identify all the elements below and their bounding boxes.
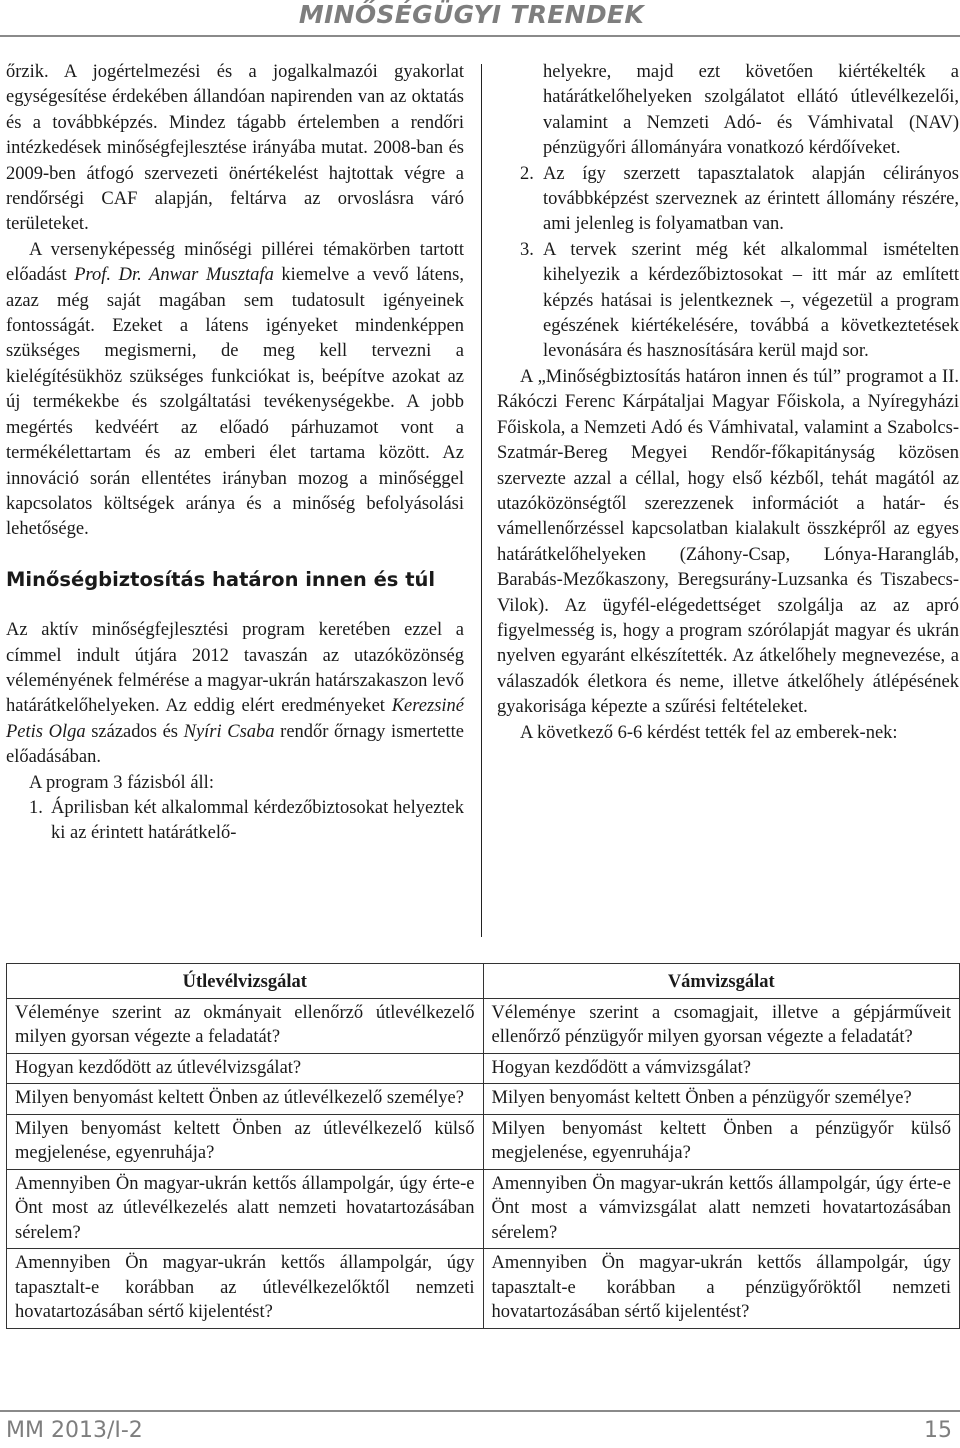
running-header: MINŐSÉGÜGYI TRENDEK <box>298 0 644 29</box>
footer-rule <box>0 1410 960 1412</box>
table-header-row <box>7 964 960 999</box>
paragraph: A következő 6-6 kérdést tették fel az emberek-nek: <box>520 722 898 743</box>
text-run: A versenyképesség minőségi pillérei témakörben tartott előadást <box>6 239 464 286</box>
right-column <box>497 60 959 746</box>
list-text: Az így szerzett tapasztalatok alapján célirányos továbbképzést szerveznek az érintett állomány részére, ami jelenleg is folyamatban van. <box>543 163 959 235</box>
text-run: Az aktív minőségfejlesztési program keretében ezzel a címmel indult útjára 2012 tavaszán az utazóközönség véleményének felmérése a magyar-ukrán határszakaszon levő határátkelőhelyeken. Az eddig elért eredményeket <box>6 620 464 717</box>
table-cell: Véleménye szerint a csomagjait, illetve a gépjárműveit ellenőrző pénzügyőr milyen gyorsan végezte a feladatát? <box>483 998 960 1053</box>
table-cell: Milyen benyomást keltett Önben a pénzügyőr személye? <box>483 1084 960 1115</box>
list-number: 2. <box>520 163 534 184</box>
section-heading: Minőségbiztosítás határon innen és túl <box>6 567 436 591</box>
table-row <box>7 1053 960 1084</box>
text-run: kiemelve a vevő látens, azaz még saját magában sem tudatosult igényeinek fontosságát. Ezeket a látens igényeket mindenképpen szükséges megismerni, de meg kell tervezni a kielégítésükhöz szükséges funkciókat is, beépítve azokat az új termékekbe és szolgáltatási tevékenységekbe. A jobb megértés kedvéért az előadó párhuzamot vont a termékélettartam és az emberi élet tartama között. Az innováció során ellentétes irányban mozog a minőséggel kapcsolatos költségek aránya és a minőség befolyásolási lehetősége. <box>6 265 464 540</box>
column-divider <box>481 64 482 937</box>
page-number: 15 <box>924 1418 952 1443</box>
table-cell: Amennyiben Ön magyar-ukrán kettős állampolgár, úgy érte-e Önt most az útlevélkezelés alatt nemzeti hovatartozásában sérelem? <box>7 1169 484 1249</box>
journal-issue: MM 2013/I-2 <box>6 1418 143 1443</box>
paragraph: őrzik. A jogértelmezési és a jogalkalmazói gyakorlat egységesítése érdekében állandóan napirenden van az oktatás és a továbbképzés. Mindez tágabb értelemben a rendőri intézkedések minőségfejlesztése irányába mutat. 2008-ban és 2009-ben átfogó szervezeti önértékelést hajtottak végre a rendőrségi CAF alapján, feltárva az orvoslásra váró területeket. <box>6 62 464 235</box>
paragraph: A „Minőségbiztosítás határon innen és túl” programot a II. Rákóczi Ferenc Kárpátaljai Magyar Főiskola, a Nyíregyházi Főiskola, a Nemzeti Adó és Vámhivatal, valamint a Szabolcs-Szatmár-Bereg Megyei Rendőr-főkapitányság közösen szervezte azzal a céllal, hogy első kézből, tehát magától az utazóközönségtől szerezzenek információt a határ- és vámellenőrzéssel kapcsolatban kialakult összképről az egyes határátkelőhelyeken (Záhony-Csap, Lónya-Harangláb, Barabás-Mezőkaszony, Beregsurány-Luzsanka és Tiszabecs-Vilok). Az ügyfél-elégedettséget szolgálja az az apró figyelmesség is, hogy a program szórólapját magyar és ukrán nyelven egyaránt elkészítették. Az átkelőhely megnevezése, a válaszadók életkora és neme, illetve átkelőhely átlépésének gyakorisága képezte a szűrési feltételeket. <box>497 366 959 718</box>
table-cell: Milyen benyomást keltett Önben a pénzügyőr külső megjelenése, egyenruhája? <box>483 1114 960 1169</box>
person-name: Prof. Dr. Anwar Musztafa <box>74 265 274 286</box>
table-row <box>7 998 960 1053</box>
text-run: százados és <box>85 721 184 742</box>
left-column <box>6 60 464 847</box>
header-rule <box>0 35 960 37</box>
questions-table <box>6 963 960 1329</box>
table-cell: Hogyan kezdődött az útlevélvizsgálat? <box>7 1053 484 1084</box>
table-cell: Milyen benyomást keltett Önben az útlevélkezelő külső megjelenése, egyenruhája? <box>7 1114 484 1169</box>
list-number: 1. <box>29 797 43 818</box>
column-header-customs: Vámvizsgálat <box>483 964 960 999</box>
person-name: Kerezsiné Petis Olga <box>6 696 464 742</box>
table-row <box>7 1084 960 1115</box>
list-number-spacer <box>520 60 543 162</box>
paragraph: A program 3 fázisból áll: <box>29 772 214 793</box>
text-run: rendőr őrnagy ismertette előadásában. <box>6 721 464 768</box>
list-item <box>520 162 959 238</box>
paragraph <box>6 618 464 770</box>
column-header-passport: Útlevélvizsgálat <box>7 964 484 999</box>
table-cell: Véleménye szerint az okmányait ellenőrző útlevélkezelő milyen gyorsan végezte a feladatát? <box>7 998 484 1053</box>
table-row <box>7 1114 960 1169</box>
list-text: A tervek szerint még két alkalommal ismételten kihelyezik a kérdezőbiztosokat – itt már az említett képzés hatásai is jelentkeznek –, végezetül a program egészének kiértékelésére, továbbá a következtetések levonására és hasznosítására kerül majd sor. <box>543 239 959 362</box>
list-number: 3. <box>520 239 534 260</box>
table-cell: Amennyiben Ön magyar-ukrán kettős állampolgár, úgy tapasztalt-e korábban a pénzügyőröktől nemzeti hovatartozásában sértő kijelentést? <box>483 1249 960 1329</box>
list-item-continued <box>520 60 959 162</box>
list-text: helyekre, majd ezt követően kiértékelték a határátkelőhelyeken szolgálatot ellátó útlevélkezelői, valamint a Nemzeti Adó- és Vámhivatal (NAV) pénzügyőri állományára vonatkozó kérdőíveket. <box>543 62 959 159</box>
table-cell: Amennyiben Ön magyar-ukrán kettős állampolgár, úgy érte-e Önt most a vámvizsgálat alatt nemzeti hovatartozásában sérelem? <box>483 1169 960 1249</box>
table-row <box>7 1169 960 1249</box>
table-cell: Milyen benyomást keltett Önben az útlevélkezelő személye? <box>7 1084 484 1115</box>
list-item <box>520 238 959 365</box>
list-text: Áprilisban két alkalommal kérdezőbiztosokat helyeztek ki az érintett határátkelő- <box>51 797 464 844</box>
table-row <box>7 1249 960 1329</box>
list-item <box>29 796 464 847</box>
paragraph <box>6 238 464 543</box>
table-cell: Amennyiben Ön magyar-ukrán kettős állampolgár, úgy tapasztalt-e korábban az útlevélkezelőktől nemzeti hovatartozásában sértő kijelentést? <box>7 1249 484 1329</box>
person-name: Nyíri Csaba <box>183 721 275 742</box>
table-cell: Hogyan kezdődött a vámvizsgálat? <box>483 1053 960 1084</box>
